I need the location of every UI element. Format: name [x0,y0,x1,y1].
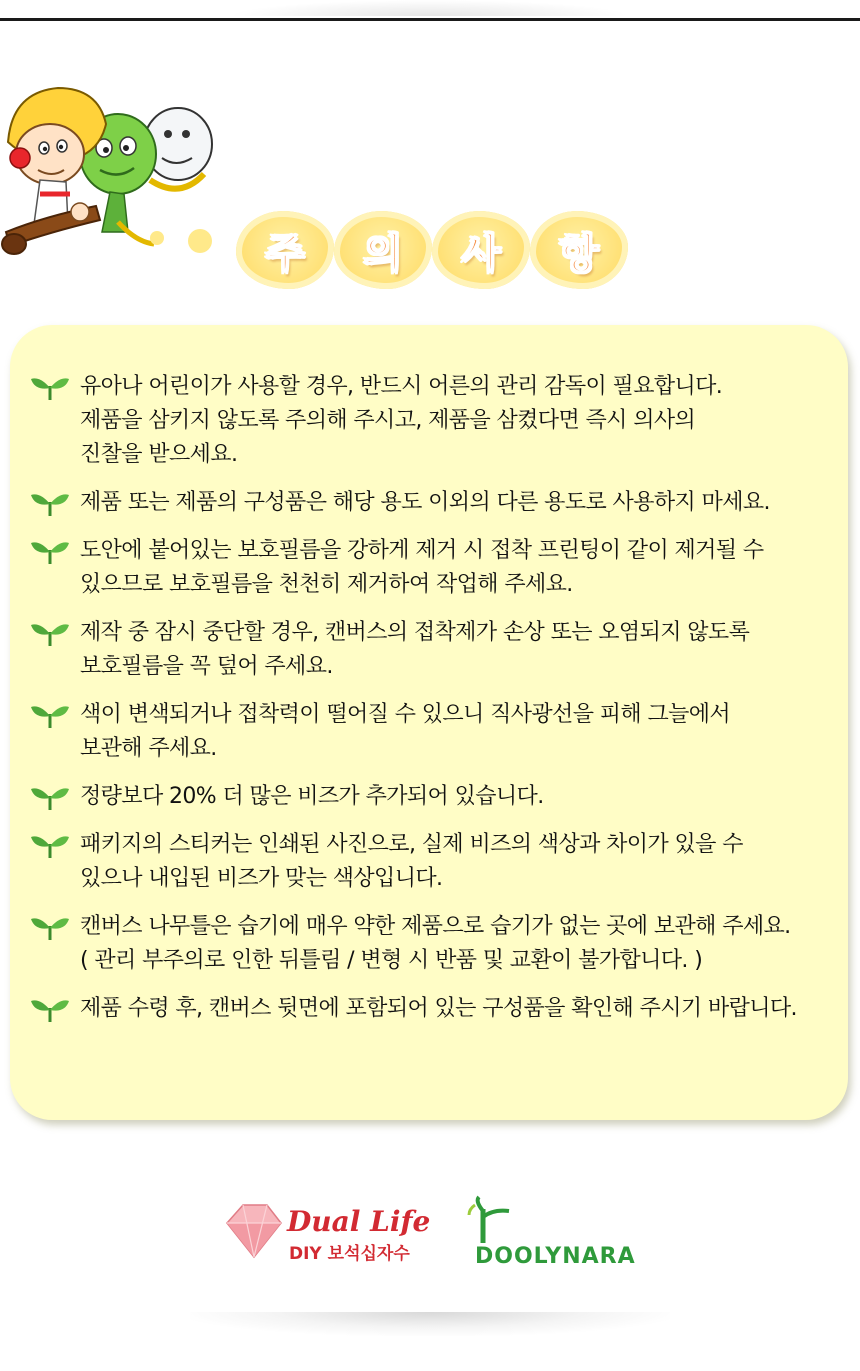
doolynara-logo-text: DOOLYNARA [475,1244,636,1269]
caution-text: 정량보다 20% 더 많은 비즈가 추가되어 있습니다. [80,784,544,809]
caution-item [28,910,838,978]
diamond-logo-icon [227,1205,281,1257]
sprout-icon [30,374,70,402]
title-dot-small [150,231,164,245]
bottom-shadow [190,1312,670,1336]
caution-text: 제품 수령 후, 캔버스 뒷면에 포함되어 있는 구성품을 확인해 주시기 바랍니다. [80,996,797,1021]
caution-text: 색이 변색되거나 접착력이 떨어질 수 있으니 직사광선을 피해 그늘에서 보관해 주세요. [80,702,731,761]
dual-life-logo-text: Dual Life [287,1205,431,1238]
caution-text: 유아나 어린이가 사용할 경우, 반드시 어른의 관리 감독이 필요합니다. 제품을 삼키지 않도록 주의해 주시고, 제품을 삼켰다면 즉시 의사의 진찰을 받으세요. [80,374,723,467]
sprout-icon [30,914,70,942]
title-char: 주 [265,230,305,277]
caution-item [28,370,838,472]
title-blob-1 [236,211,334,289]
brand-logos [225,1195,645,1275]
sprout-icon [30,538,70,566]
title-char: 항 [559,230,599,277]
caution-item [28,534,838,602]
sprout-icon [30,832,70,860]
sprout-icon [30,490,70,518]
caution-title [150,205,630,295]
title-char: 의 [363,230,403,277]
top-glow [230,0,630,16]
caution-item [28,780,838,814]
sprout-icon [30,620,70,648]
sprout-icon [30,996,70,1024]
doolynara-sprout-icon [469,1197,509,1243]
title-blob-4 [530,211,628,289]
caution-text: 제품 또는 제품의 구성품은 해당 용도 이외의 다른 용도로 사용하지 마세요. [80,490,770,515]
title-blob-3 [432,211,530,289]
dual-life-subtitle: DIY 보석십자수 [289,1244,410,1264]
caution-item [28,828,838,896]
caution-item [28,486,838,520]
title-dot-large [188,229,212,253]
caution-item [28,992,838,1026]
caution-item [28,698,838,766]
sprout-icon [30,702,70,730]
caution-list [28,370,838,1026]
caution-text: 패키지의 스티커는 인쇄된 사진으로, 실제 비즈의 색상과 차이가 있을 수 있으나 내입된 비즈가 맞는 색상입니다. [80,832,743,891]
caution-text: 도안에 붙어있는 보호필름을 강하게 제거 시 접착 프린팅이 같이 제거될 수 있으므로 보호필름을 천천히 제거하여 작업해 주세요. [80,538,764,597]
title-blob-2 [334,211,432,289]
caution-item [28,616,838,684]
title-char: 사 [461,230,501,277]
caution-text: 제작 중 잠시 중단할 경우, 캔버스의 접착제가 손상 또는 오염되지 않도록 보호필름을 꼭 덮어 주세요. [80,620,750,679]
sprout-icon [30,784,70,812]
caution-text: 캔버스 나무틀은 습기에 매우 약한 제품으로 습기가 없는 곳에 보관해 주세요. ( 관리 부주의로 인한 뒤틀림 / 변형 시 반품 및 교환이 불가합니다. ) [80,914,791,973]
top-divider [0,18,860,21]
